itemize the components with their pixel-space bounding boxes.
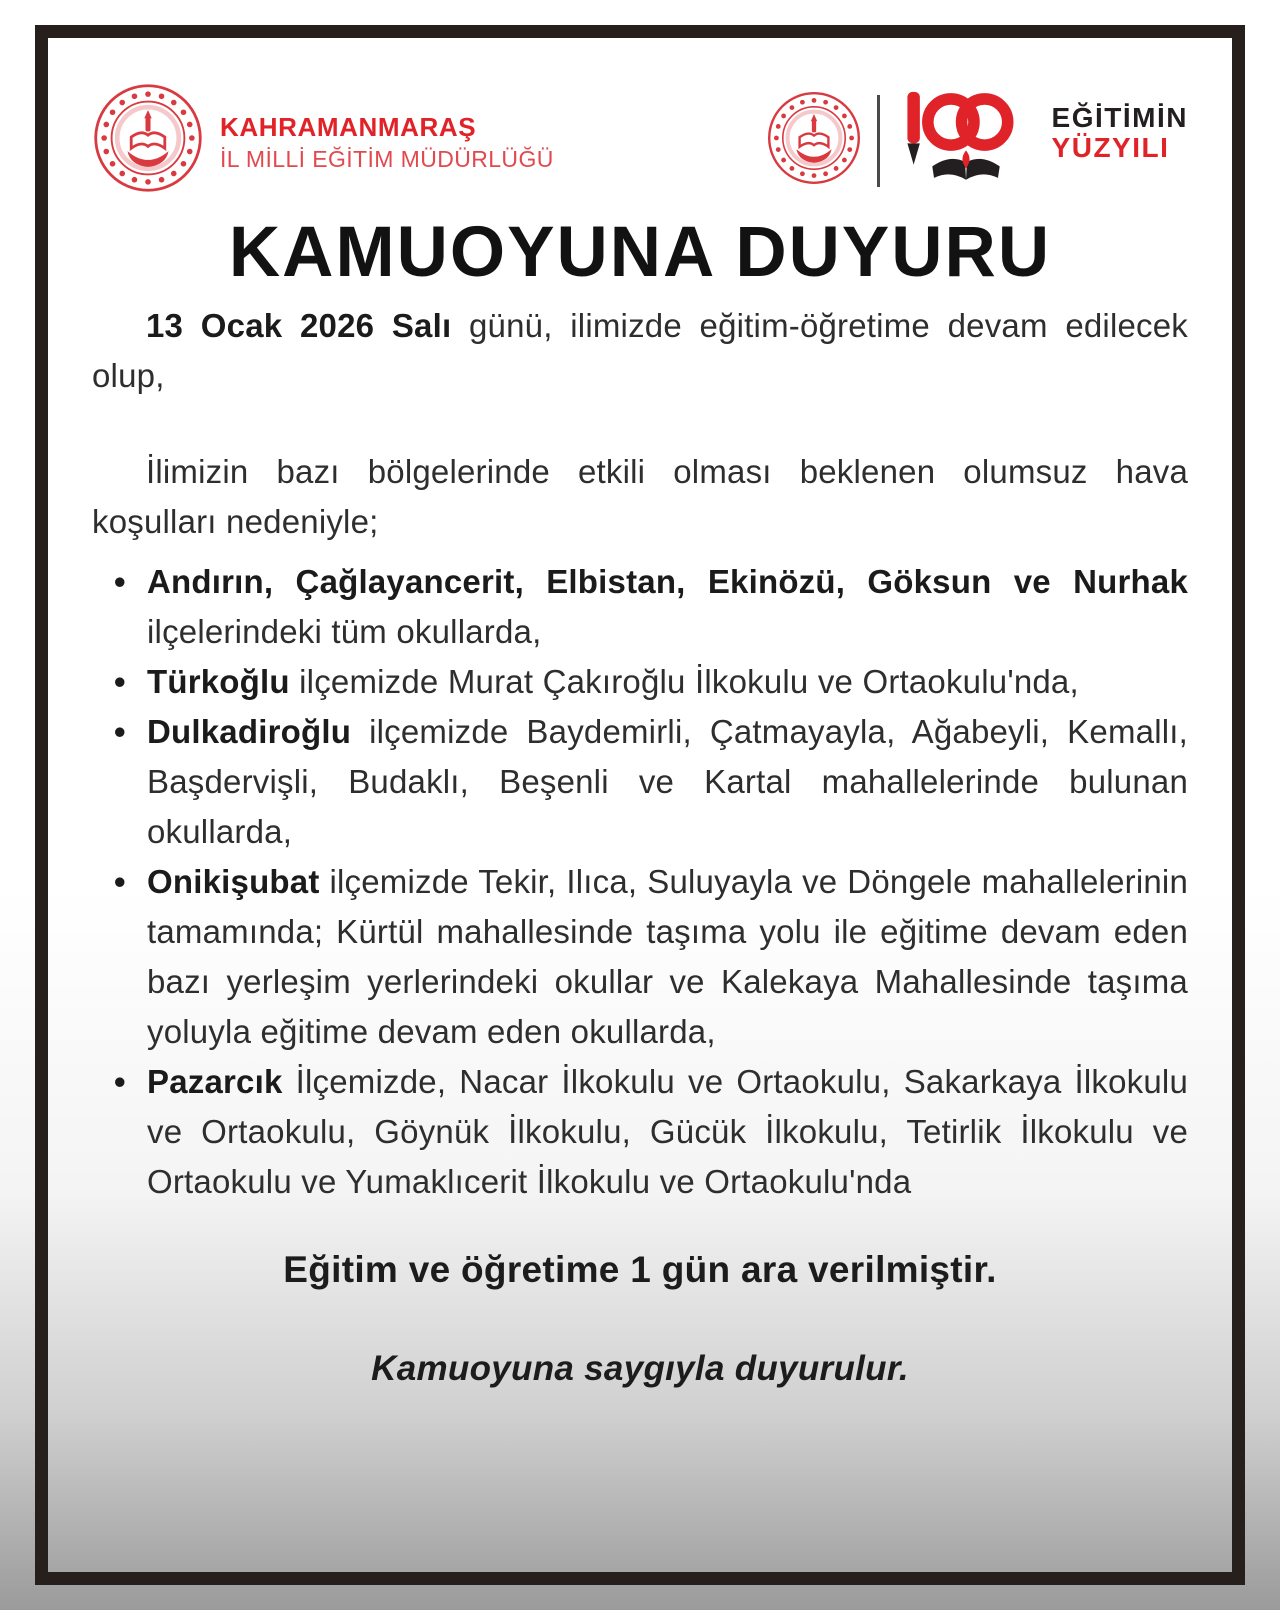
header bbox=[92, 82, 1188, 199]
district-name: Pazarcık bbox=[147, 1063, 283, 1100]
announcement-content bbox=[48, 38, 1232, 1389]
century-text-bottom: YÜZYILI bbox=[1051, 131, 1170, 163]
list-item bbox=[92, 857, 1188, 1057]
announcement-frame bbox=[35, 25, 1245, 1585]
respect-statement: Kamuoyuna saygıyla duyurulur. bbox=[371, 1349, 909, 1388]
bullet-icon: • bbox=[114, 663, 126, 700]
district-name: Onikişubat bbox=[147, 863, 320, 900]
list-item bbox=[92, 707, 1188, 857]
district-detail: ilçelerindeki tüm okullarda, bbox=[147, 613, 542, 650]
list-item bbox=[92, 557, 1188, 657]
vertical-divider bbox=[877, 95, 880, 187]
century-100-icon bbox=[895, 86, 1037, 195]
paragraph-weather: İlimizin bazı bölgelerinde etkili olması beklenen olumsuz hava koşulları nedeniyle; bbox=[92, 453, 1188, 540]
district-detail: ilçemizde Baydemirli, Çatmayayla, Ağabeyli, Kemallı, Başdervişli, Budaklı, Beşenli ve Kartal mahallelerinde bulunan okullarda, bbox=[147, 713, 1188, 850]
bullet-icon: • bbox=[114, 1063, 126, 1100]
district-detail: ilçemizde Tekir, Ilıca, Suluyayla ve Döngele mahallelerinin tamamında; Kürtül mahallesinde taşıma yolu ile eğitime devam eden bazı yerleşim yerlerindeki okullar ve Kalekaya Mahallesinde taşıma yoluyla eğitime devam eden okullarda, bbox=[147, 863, 1188, 1050]
district-list bbox=[92, 557, 1188, 1207]
paragraph-date-rest: günü, ilimizde eğitim-öğretime devam edilecek olup, bbox=[92, 307, 1188, 394]
org-name-line2: İL MİLLİ EĞİTİM MÜDÜRLÜĞÜ bbox=[220, 146, 554, 172]
district-detail: İlçemizde, Nacar İlkokulu ve Ortaokulu, Sakarkaya İlkokulu ve Ortaokulu, Göynük İlkokulu, Gücük İlkokulu, Tetirlik İlkokulu ve Ortaokulu ve Yumaklıcerit İlkokulu ve Ortaokulu'nda bbox=[147, 1063, 1188, 1200]
date-bold: 13 Ocak 2026 Salı bbox=[146, 307, 452, 344]
century-text-top: EĞİTİMİN bbox=[1051, 102, 1188, 134]
bullet-icon: • bbox=[114, 863, 126, 900]
district-name: Andırın, Çağlayancerit, Elbistan, Ekinözü, Göksun ve Nurhak bbox=[147, 563, 1188, 600]
org-logo-group bbox=[92, 82, 554, 199]
list-item bbox=[92, 1057, 1188, 1207]
org-name bbox=[220, 112, 554, 173]
meb-seal-icon bbox=[766, 90, 862, 191]
district-name: Türkoğlu bbox=[147, 663, 290, 700]
bullet-icon: • bbox=[114, 563, 126, 600]
paragraph-date bbox=[92, 301, 1188, 401]
closure-statement: Eğitim ve öğretime 1 gün ara verilmiştir. bbox=[283, 1249, 997, 1290]
district-name: Dulkadiroğlu bbox=[147, 713, 352, 750]
century-text bbox=[1052, 103, 1188, 162]
list-item bbox=[92, 657, 1188, 707]
century-logo-group bbox=[766, 86, 1188, 195]
page-title: KAMUOYUNA DUYURU bbox=[228, 213, 1052, 292]
meb-seal-icon bbox=[92, 82, 204, 199]
org-name-line1: KAHRAMANMARAŞ bbox=[220, 112, 477, 142]
bullet-icon: • bbox=[114, 713, 126, 750]
district-detail: ilçemizde Murat Çakıroğlu İlkokulu ve Ortaokulu'nda, bbox=[289, 663, 1079, 700]
